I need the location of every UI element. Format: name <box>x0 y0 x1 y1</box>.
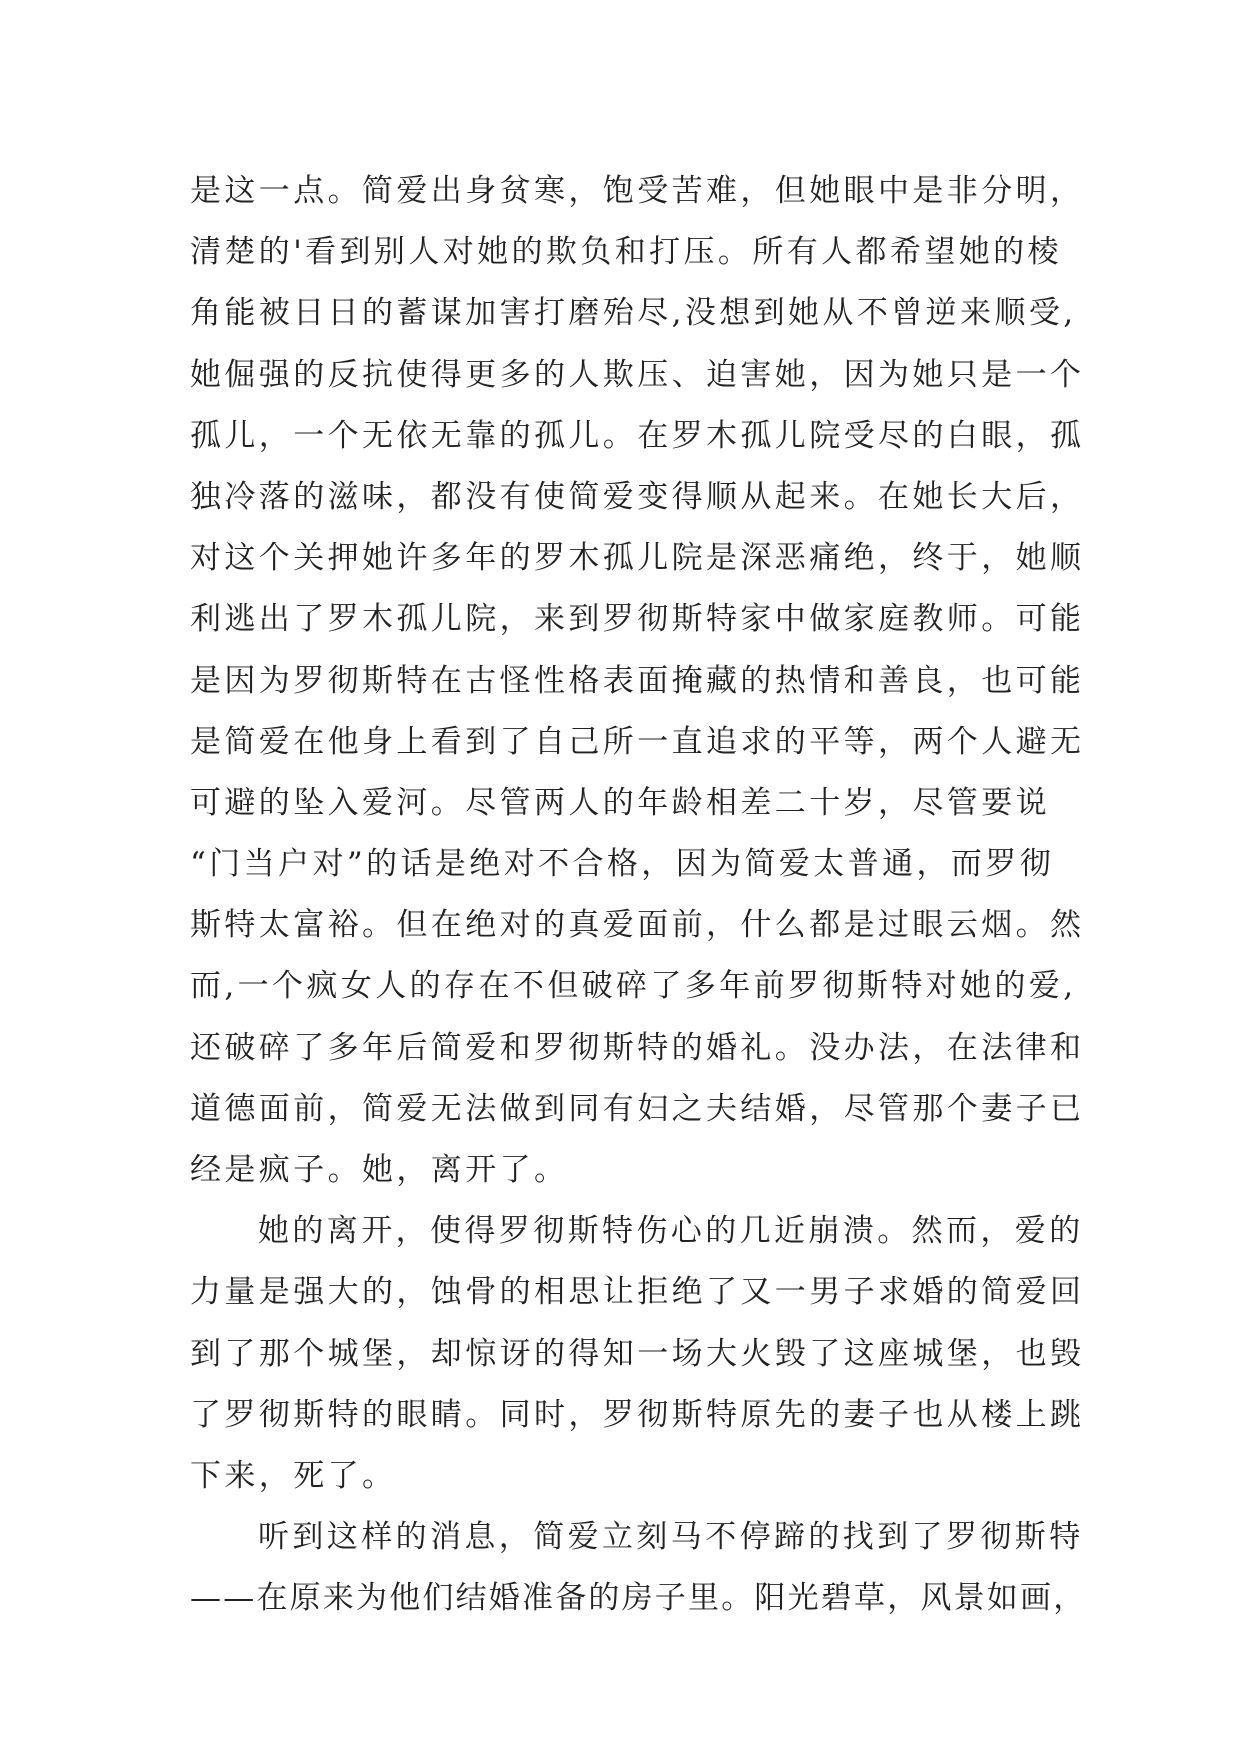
text-line: 角能被日日的蓄谋加害打磨殆尽,没想到她从不曾逆来顺受, <box>190 295 1077 332</box>
text-line: 力量是强大的，蚀骨的相思让拒绝了又一男子求婚的简爱回 <box>190 1274 1085 1311</box>
text-line: ——在原来为他们结婚准备的房子里。阳光碧草，风景如画， <box>190 1580 1087 1617</box>
text-line: 是这一点。简爱出身贫寒，饱受苦难，但她眼中是非分明， <box>190 173 1085 209</box>
text-line: 是因为罗彻斯特在古怪性格表面掩藏的热情和善良，也可能 <box>190 662 1085 699</box>
text-line: 到了那个城堡，却惊讶的得知一场大火毁了这座城堡，也毁 <box>190 1335 1085 1372</box>
text-line: 是简爱在他身上看到了自己所一直追求的平等，两个人避无 <box>190 723 1085 760</box>
text-line: 独冷落的滋味，都没有使简爱变得顺从起来。在她长大后， <box>190 478 1085 515</box>
text-line: 斯特太富裕。但在绝对的真爱面前，什么都是过眼云烟。然 <box>190 907 1085 944</box>
text-line: 下来，死了。 <box>190 1457 397 1494</box>
text-line: 孤儿，一个无依无靠的孤儿。在罗木孤儿院受尽的白眼，孤 <box>190 417 1085 454</box>
paragraph-start-line: 她的离开，使得罗彻斯特伤心的几近崩溃。然而，爱的 <box>258 1213 1084 1250</box>
text-line: 还破碎了多年后简爱和罗彻斯特的婚礼。没办法，在法律和 <box>190 1029 1085 1066</box>
text-line: 道德面前，简爱无法做到同有妇之夫结婚，尽管那个妻子已 <box>190 1090 1085 1127</box>
text-line: 而,一个疯女人的存在不但破碎了多年前罗彻斯特对她的爱, <box>190 968 1077 1005</box>
text-line: 经是疯子。她，离开了。 <box>190 1152 569 1188</box>
text-line: 了罗彻斯特的眼睛。同时，罗彻斯特原先的妻子也从楼上跳 <box>190 1396 1085 1433</box>
text-line: 她倔强的反抗使得更多的人欺压、迫害她，因为她只是一个 <box>190 356 1085 393</box>
text-line: 对这个关押她许多年的罗木孤儿院是深恶痛绝，终于，她顺 <box>190 540 1085 577</box>
paragraph-start-line: 听到这样的消息，简爱立刻马不停蹄的找到了罗彻斯特 <box>258 1519 1084 1556</box>
text-line: 利逃出了罗木孤儿院，来到罗彻斯特家中做家庭教师。可能 <box>190 601 1085 638</box>
text-line: “门当户对”的话是绝对不合格，因为简爱太普通，而罗彻 <box>190 846 1055 883</box>
text-line: 清楚的'看到别人对她的欺负和打压。所有人都希望她的棱 <box>190 234 1062 271</box>
text-line: 可避的坠入爱河。尽管两人的年龄相差二十岁，尽管要说 <box>190 784 1050 821</box>
body-text <box>190 161 1090 1630</box>
